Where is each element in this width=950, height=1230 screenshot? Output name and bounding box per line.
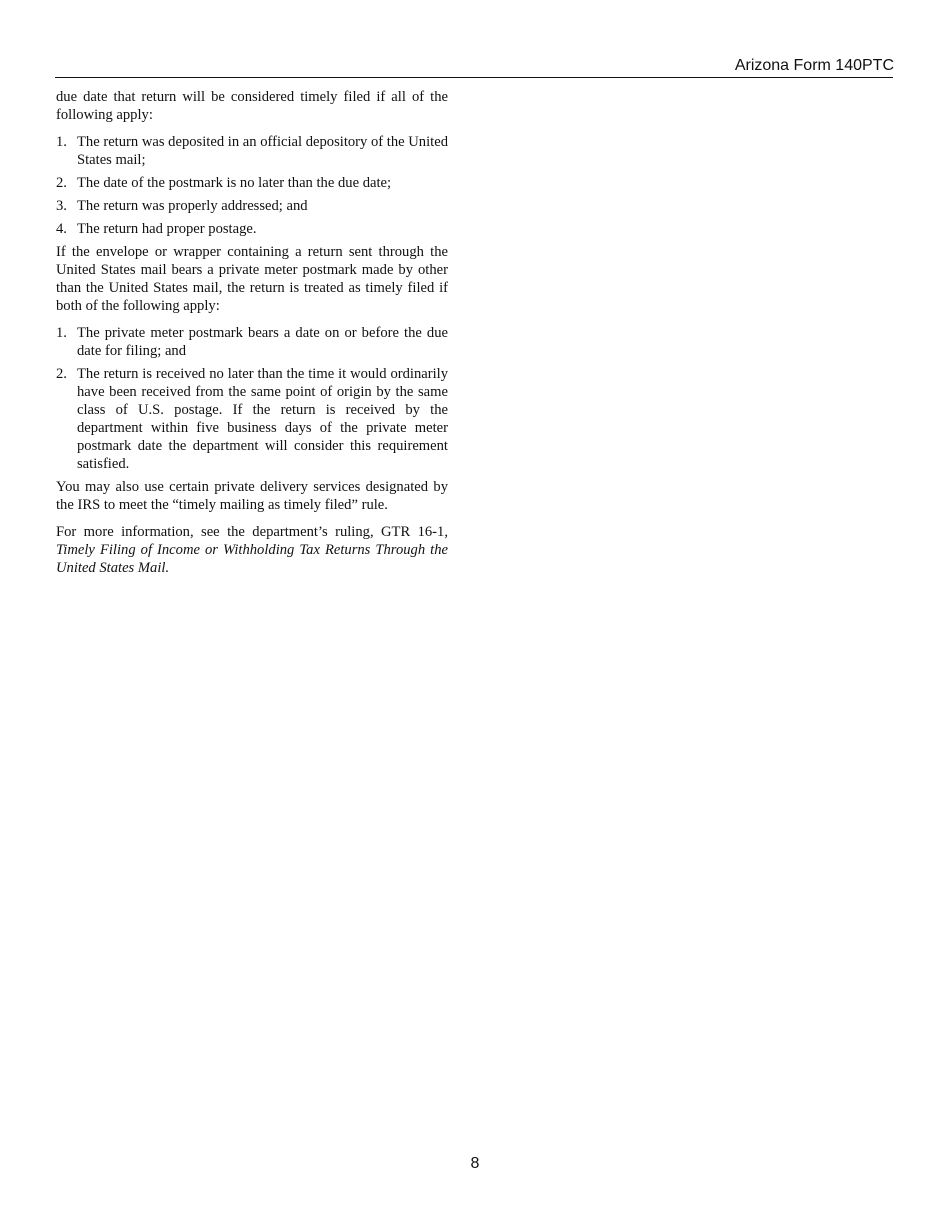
list-item-text: The return is received no later than the time it would ordinarily have been received from the same point of origin by the same class of U.S. postage. If the return is received by the department within five business days of the private meter postmark date the department will consider this requirement satisfied.	[77, 366, 448, 472]
intro-paragraph: due date that return will be considered timely filed if all of the following apply:	[56, 89, 448, 123]
timely-filing-conditions-list	[56, 133, 448, 238]
list-item-number: 1.	[56, 325, 67, 341]
list-item	[56, 220, 448, 238]
delivery-services-paragraph: You may also use certain private delivery services designated by the IRS to meet the “timely mailing as timely filed” rule.	[56, 479, 448, 513]
ruling-title: Timely Filing of Income or Withholding Tax Returns Through the United States Mail.	[56, 542, 448, 576]
more-info-prefix: For more information, see the department’s ruling, GTR 16-1,	[56, 524, 448, 540]
more-info-paragraph	[56, 523, 448, 577]
page-number: 8	[470, 1155, 480, 1172]
private-meter-conditions-list	[56, 324, 448, 473]
list-item-text: The return had proper postage.	[77, 221, 257, 237]
list-item	[56, 324, 448, 360]
list-item-number: 3.	[56, 198, 67, 214]
list-item	[56, 133, 448, 169]
header-divider	[55, 77, 893, 78]
list-item-text: The return was deposited in an official depository of the United States mail;	[77, 134, 448, 168]
list-item-text: The private meter postmark bears a date on or before the due date for filing; and	[77, 325, 448, 359]
list-item-number: 4.	[56, 221, 67, 237]
list-item-text: The date of the postmark is no later than the due date;	[77, 175, 392, 191]
text-column	[56, 88, 448, 586]
list-item-number: 2.	[56, 366, 67, 382]
list-item	[56, 197, 448, 215]
private-meter-paragraph: If the envelope or wrapper containing a return sent through the United States mail bears a private meter postmark made by other than the United States mail, the return is treated as timely filed if both of the following apply:	[56, 244, 448, 314]
form-title: Arizona Form 140PTC	[734, 57, 894, 74]
list-item	[56, 174, 448, 192]
list-item-number: 1.	[56, 134, 67, 150]
list-item	[56, 365, 448, 473]
list-item-text: The return was properly addressed; and	[77, 198, 308, 214]
list-item-number: 2.	[56, 175, 67, 191]
